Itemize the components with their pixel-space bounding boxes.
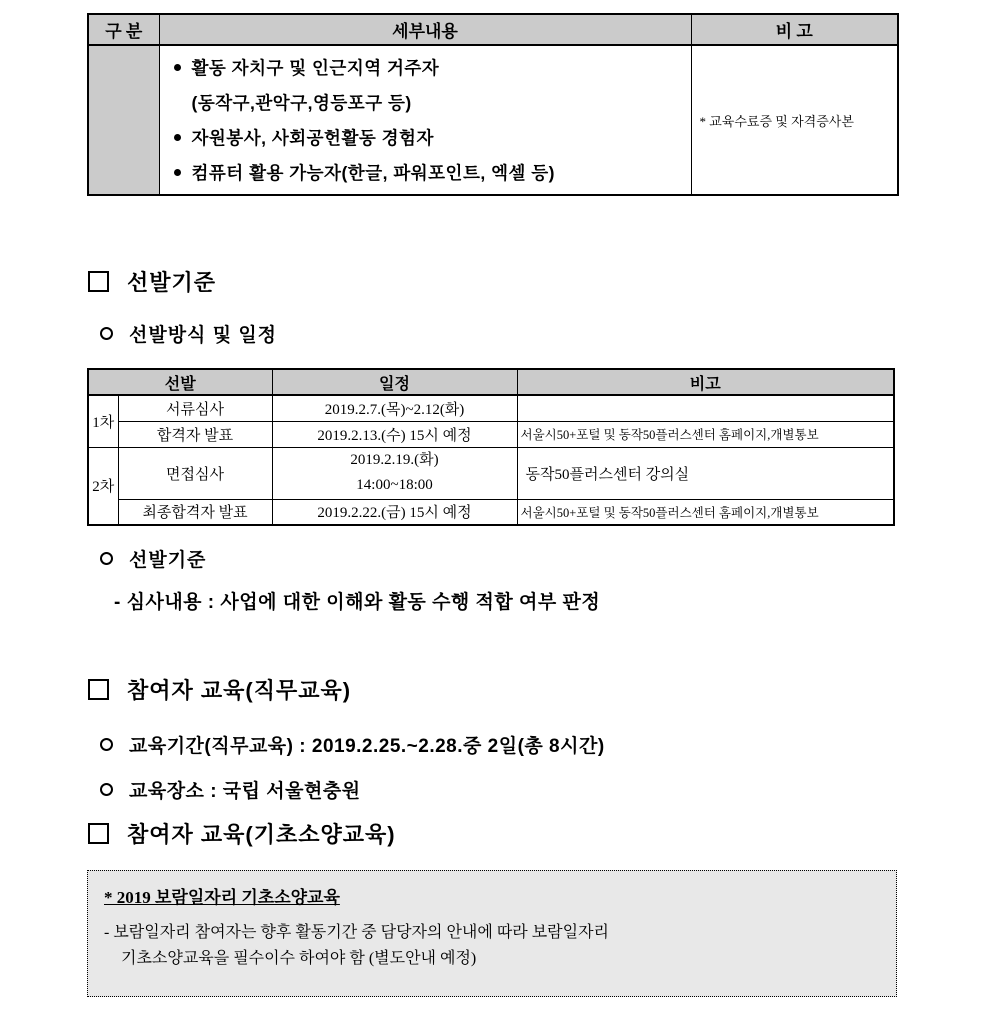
- stage-cell: 2차: [88, 447, 118, 525]
- note-cell: [517, 395, 894, 421]
- training-job-heading: [88, 674, 351, 705]
- training-place-item: [100, 776, 361, 803]
- eligibility-division-cell: [88, 45, 159, 195]
- square-marker-icon: [88, 679, 109, 700]
- schedule-line-2: 14:00~18:00: [356, 477, 433, 493]
- schedule-row-1: [88, 395, 894, 421]
- detail-line: [174, 155, 683, 190]
- training-place-text: 교육장소 : 국립 서울현충원: [129, 781, 361, 802]
- selection-criteria-subheading: [100, 545, 206, 572]
- notice-box-line-2: 기초소양교육을 필수이수 하여야 함 (별도안내 예정): [121, 950, 477, 967]
- square-marker-icon: [88, 823, 109, 844]
- schedule-header-note: 비고: [517, 369, 894, 395]
- eligibility-note-cell: * 교육수료증 및 자격증사본: [691, 45, 898, 195]
- circle-marker-icon: [100, 738, 113, 751]
- note-cell: 동작50플러스센터 강의실: [517, 447, 894, 499]
- eligibility-table: [87, 13, 899, 196]
- detail-line: [174, 120, 683, 155]
- schedule-table: [87, 368, 895, 526]
- selection-method-subheading: [100, 320, 277, 347]
- selection-heading-text: 선발기준: [127, 270, 217, 295]
- schedule-cell: 2019.2.13.(수) 15시 예정: [272, 421, 517, 447]
- detail-text: 자원봉사, 사회공헌활동 경험자: [191, 128, 434, 148]
- step-cell: 서류심사: [118, 395, 272, 421]
- training-period-item: [100, 731, 605, 758]
- eligibility-header-division: 구 분: [88, 14, 159, 45]
- circle-marker-icon: [100, 783, 113, 796]
- basic-training-notice-box: [87, 870, 897, 997]
- training-period-text: 교육기간(직무교육) : 2019.2.25.~2.28.중 2일(총 8시간): [129, 736, 605, 757]
- schedule-row-3: [88, 447, 894, 499]
- detail-line: [174, 50, 683, 85]
- schedule-cell: 2019.2.7.(목)~2.12(화): [272, 395, 517, 421]
- training-basic-heading: [88, 818, 396, 849]
- detail-text: 컴퓨터 활용 가능자(한글, 파워포인트, 엑셀 등): [191, 163, 555, 183]
- detail-text: 활동 자치구 및 인근지역 거주자: [191, 58, 440, 78]
- criteria-detail-line: - 심사내용 : 사업에 대한 이해와 활동 수행 적합 여부 판정: [114, 592, 601, 613]
- bullet-icon: [174, 134, 181, 141]
- selection-method-text: 선발방식 및 일정: [129, 325, 278, 346]
- step-cell: 합격자 발표: [118, 421, 272, 447]
- bullet-icon: [174, 64, 181, 71]
- schedule-cell: [272, 447, 517, 499]
- stage-cell: 1차: [88, 395, 118, 447]
- schedule-cell: 2019.2.22.(금) 15시 예정: [272, 499, 517, 525]
- note-cell: 서울시50+포털 및 동작50플러스센터 홈페이지,개별통보: [517, 421, 894, 447]
- training-job-heading-text: 참여자 교육(직무교육): [127, 678, 352, 703]
- detail-line: [174, 85, 683, 120]
- notice-box-line-1: - 보람일자리 참여자는 향후 활동기간 중 담당자의 안내에 따라 보람일자리: [104, 924, 610, 941]
- note-cell: 서울시50+포털 및 동작50플러스센터 홈페이지,개별통보: [517, 499, 894, 525]
- bullet-icon: [174, 169, 181, 176]
- eligibility-header-details: 세부내용: [159, 14, 691, 45]
- schedule-header-schedule: 일정: [272, 369, 517, 395]
- eligibility-header-note: 비 고: [691, 14, 898, 45]
- square-marker-icon: [88, 271, 109, 292]
- selection-criteria-text: 선발기준: [129, 550, 207, 571]
- detail-text: (동작구,관악구,영등포구 등): [191, 93, 412, 113]
- circle-marker-icon: [100, 327, 113, 340]
- schedule-line-1: 2019.2.19.(화): [350, 452, 439, 468]
- selection-heading: [88, 266, 216, 297]
- notice-box-title: * 2019 보람일자리 기초소양교육: [104, 888, 340, 907]
- eligibility-header-row: [88, 14, 898, 45]
- training-basic-heading-text: 참여자 교육(기초소양교육): [127, 822, 396, 847]
- circle-marker-icon: [100, 552, 113, 565]
- eligibility-details-cell: [159, 45, 691, 195]
- schedule-header-stage: 선발: [88, 369, 272, 395]
- step-cell: 최종합격자 발표: [118, 499, 272, 525]
- eligibility-body-row: [88, 45, 898, 195]
- step-cell: 면접심사: [118, 447, 272, 499]
- schedule-header-row: [88, 369, 894, 395]
- schedule-row-4: [88, 499, 894, 525]
- schedule-row-2: [88, 421, 894, 447]
